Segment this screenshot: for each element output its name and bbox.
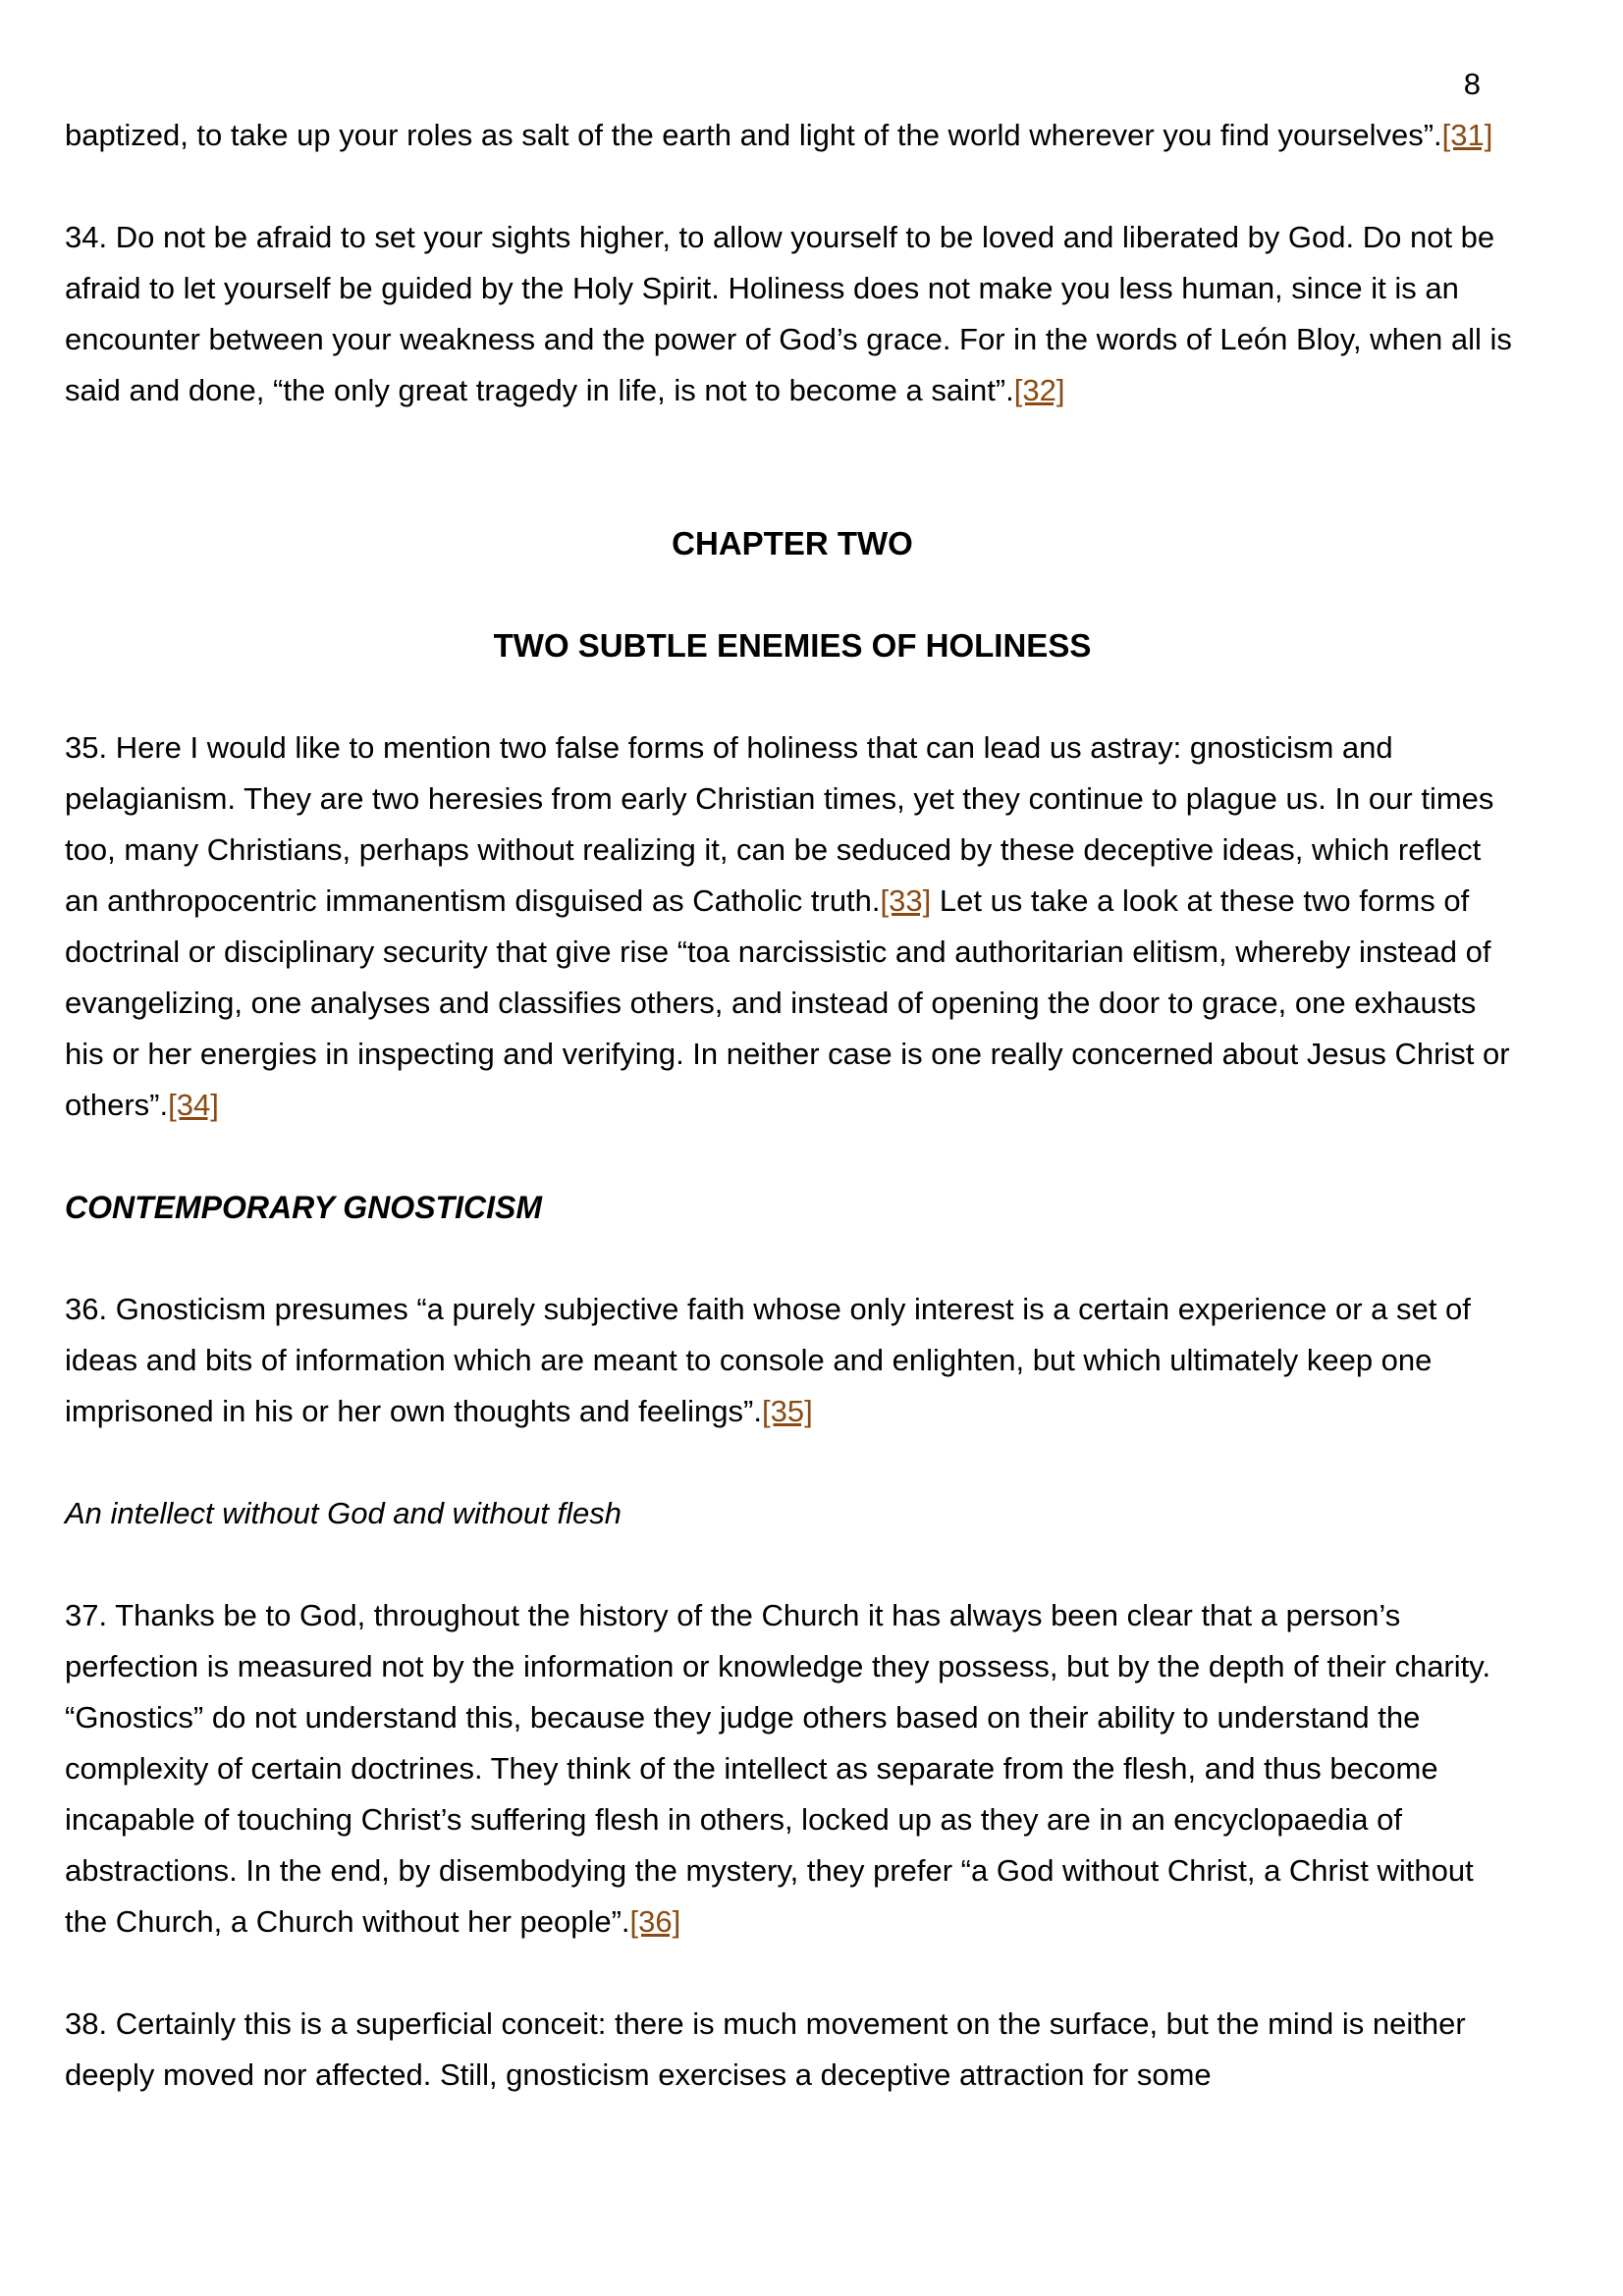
- footnote-link-33[interactable]: [33]: [880, 883, 932, 918]
- footnote-link-36[interactable]: [36]: [629, 1904, 681, 1939]
- footnote-link-35[interactable]: [35]: [761, 1394, 813, 1428]
- chapter-title: TWO SUBTLE ENEMIES OF HOLINESS: [493, 627, 1092, 664]
- paragraph-text: 37. Thanks be to God, throughout the history of the Church it has always been clear that a person’s perfection is measured not by the information or knowledge they possess, but by the depth of their charity. “Gnostics” do not understand this, because they judge others based on their ability to understand the complexity of certain doctrines. They think of the intellect as separate from the flesh, and thus become incapable of touching Christ’s suffering flesh in others, locked up as they are in an encyclopaedia of abstractions. In the end, by disembodying the mystery, they prefer “a God without Christ, a Christ without the Church, a Church without her people”.: [65, 1598, 1491, 1939]
- paragraph-36: [65, 1284, 1520, 1437]
- paragraph-38: [65, 1999, 1520, 2101]
- paragraph-35: [65, 722, 1520, 1131]
- paragraph-37: [65, 1590, 1520, 1948]
- footnote-link-32[interactable]: [32]: [1013, 373, 1065, 407]
- paragraph-intro-continuation: [65, 110, 1520, 161]
- paragraph-text: 38. Certainly this is a superficial conceit: there is much movement on the surface, but the mind is neither deeply moved nor affected. Still, gnosticism exercises a deceptive attraction for some: [65, 2006, 1466, 2092]
- paragraph-text: 36. Gnosticism presumes “a purely subjective faith whose only interest is a certain experience or a set of ideas and bits of information which are meant to console and enlighten, but which ultimately keep one imprisoned in his or her own thoughts and feelings”.: [65, 1292, 1471, 1428]
- paragraph-34: [65, 212, 1520, 416]
- footnote-link-31[interactable]: [31]: [1441, 118, 1493, 152]
- page-number: 8: [1463, 67, 1481, 101]
- subsection-heading-intellect: An intellect without God and without flesh: [65, 1496, 622, 1530]
- paragraph-text: 34. Do not be afraid to set your sights higher, to allow yourself to be loved and liberated by God. Do not be afraid to let yourself be guided by the Holy Spirit. Holiness does not make you less human, since it is an encounter between your weakness and the power of God’s grace. For in the words of León Bloy, when all is said and done, “the only great tragedy in life, is not to become a saint”.: [65, 220, 1512, 407]
- paragraph-text: Let us take a look at these two forms of doctrinal or disciplinary security that give rise “toa narcissistic and authoritarian elitism, whereby instead of evangelizing, one analyses and classifies others, and instead of opening the door to grace, one exhausts his or her energies in inspecting and verifying. In neither case is one really concerned about Jesus Christ or others”.: [65, 883, 1510, 1122]
- chapter-heading: CHAPTER TWO: [672, 525, 913, 561]
- paragraph-text: baptized, to take up your roles as salt of the earth and light of the world wherever you find yourselves”.: [65, 118, 1442, 152]
- paragraph-text: 35. Here I would like to mention two false forms of holiness that can lead us astray: gnosticism and pelagianism. They are two heresies from early Christian times, yet they continue to plague us. In our times too, many Christians, perhaps without realizing it, can be seduced by these deceptive ideas, which reflect an anthropocentric immanentism disguised as Catholic truth.: [65, 730, 1494, 918]
- section-heading-contemporary-gnosticism: CONTEMPORARY GNOSTICISM: [65, 1190, 542, 1225]
- footnote-link-34[interactable]: [34]: [168, 1088, 219, 1122]
